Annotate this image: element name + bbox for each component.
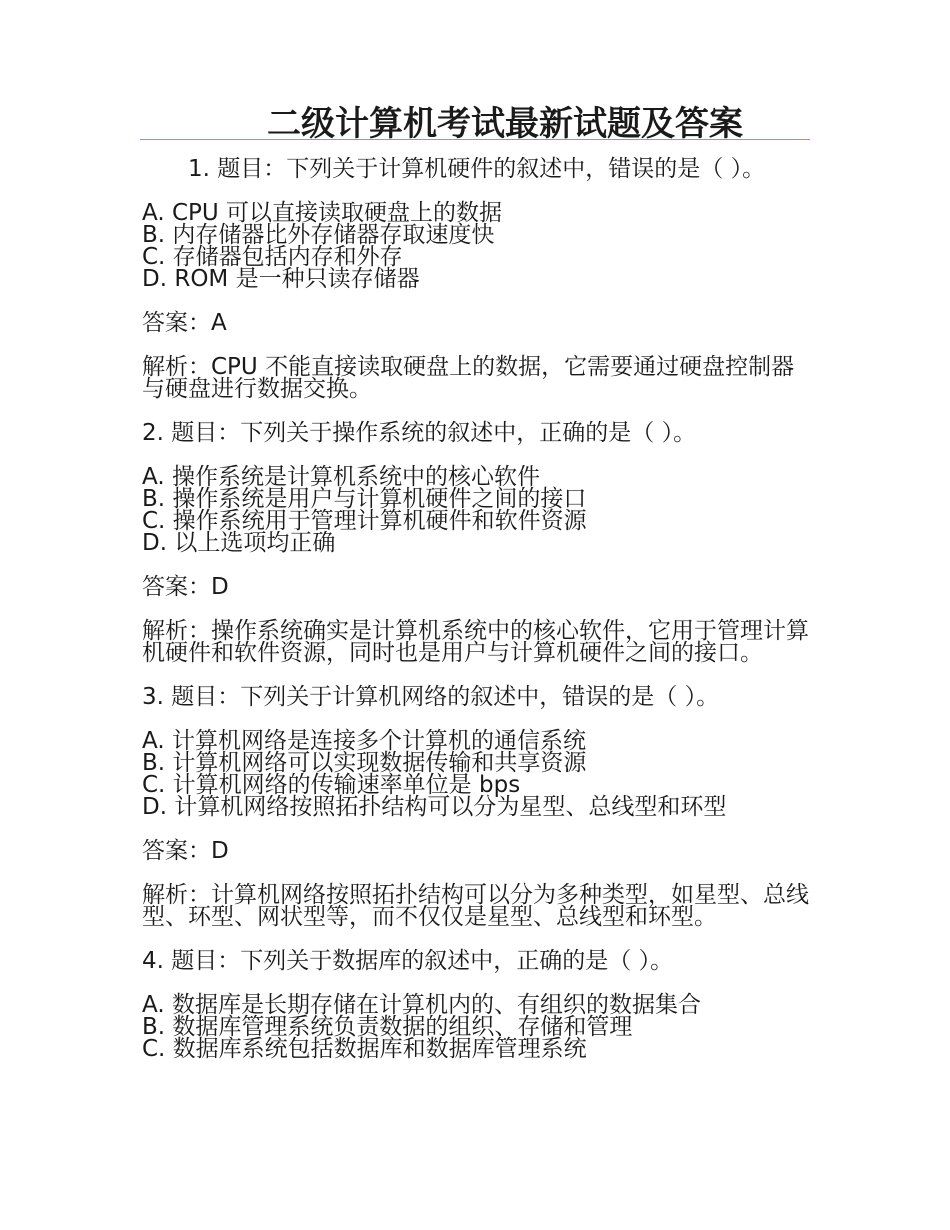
question-title: 1. 题目：下列关于计算机硬件的叙述中，错误的是（ ）。: [188, 156, 766, 182]
answer-text: 答案：D: [142, 838, 229, 864]
option-d: D. ROM 是一种只读存储器: [142, 266, 420, 292]
option-b: B. 内存储器比外存储器存取速度快: [142, 222, 495, 248]
answer-text: 答案：D: [142, 574, 229, 600]
question-title: 2. 题目：下列关于操作系统的叙述中，正确的是（ ）。: [142, 420, 697, 446]
question-block-3: [142, 686, 814, 928]
option-list: [142, 730, 814, 818]
option-a: A. 计算机网络是连接多个计算机的通信系统: [142, 728, 586, 754]
question-title: 4. 题目：下列关于数据库的叙述中，正确的是（ ）。: [142, 948, 674, 974]
option-list: [142, 994, 814, 1060]
title-underline: [140, 139, 810, 140]
question-block-4: [142, 950, 814, 1060]
option-a: A. 数据库是长期存储在计算机内的、有组织的数据集合: [142, 992, 701, 1018]
option-c: C. 数据库系统包括数据库和数据库管理系统: [142, 1036, 587, 1062]
explanation-text: 解析：CPU 不能直接读取硬盘上的数据，它需要通过硬盘控制器与硬盘进行数据交换。: [142, 354, 795, 402]
option-a: A. CPU 可以直接读取硬盘上的数据: [142, 200, 503, 226]
option-d: D. 以上选项均正确: [142, 530, 336, 556]
option-c: C. 操作系统用于管理计算机硬件和软件资源: [142, 508, 587, 534]
option-c: C. 计算机网络的传输速率单位是 bps: [142, 772, 521, 798]
option-list: [142, 202, 814, 290]
option-b: B. 操作系统是用户与计算机硬件之间的接口: [142, 486, 587, 512]
question-block-2: [142, 422, 814, 664]
document-body: [142, 158, 814, 1082]
question-title: 3. 题目：下列关于计算机网络的叙述中，错误的是（ ）。: [142, 684, 720, 710]
option-b: B. 数据库管理系统负责数据的组织、存储和管理: [142, 1014, 633, 1040]
explanation-text: 解析：操作系统确实是计算机系统中的核心软件，它用于管理计算机硬件和软件资源，同时也是用户与计算机硬件之间的接口。: [142, 618, 809, 666]
document-title: 二级计算机考试最新试题及答案: [267, 104, 743, 144]
explanation-text: 解析：计算机网络按照拓扑结构可以分为多种类型，如星型、总线型、环型、网状型等，而不仅仅是星型、总线型和环型。: [142, 882, 809, 930]
question-block-1: [142, 158, 814, 400]
option-c: C. 存储器包括内存和外存: [142, 244, 403, 270]
option-a: A. 操作系统是计算机系统中的核心软件: [142, 464, 540, 490]
option-b: B. 计算机网络可以实现数据传输和共享资源: [142, 750, 587, 776]
option-d: D. 计算机网络按照拓扑结构可以分为星型、总线型和环型: [142, 794, 727, 820]
answer-text: 答案：A: [142, 310, 227, 336]
option-list: [142, 466, 814, 554]
